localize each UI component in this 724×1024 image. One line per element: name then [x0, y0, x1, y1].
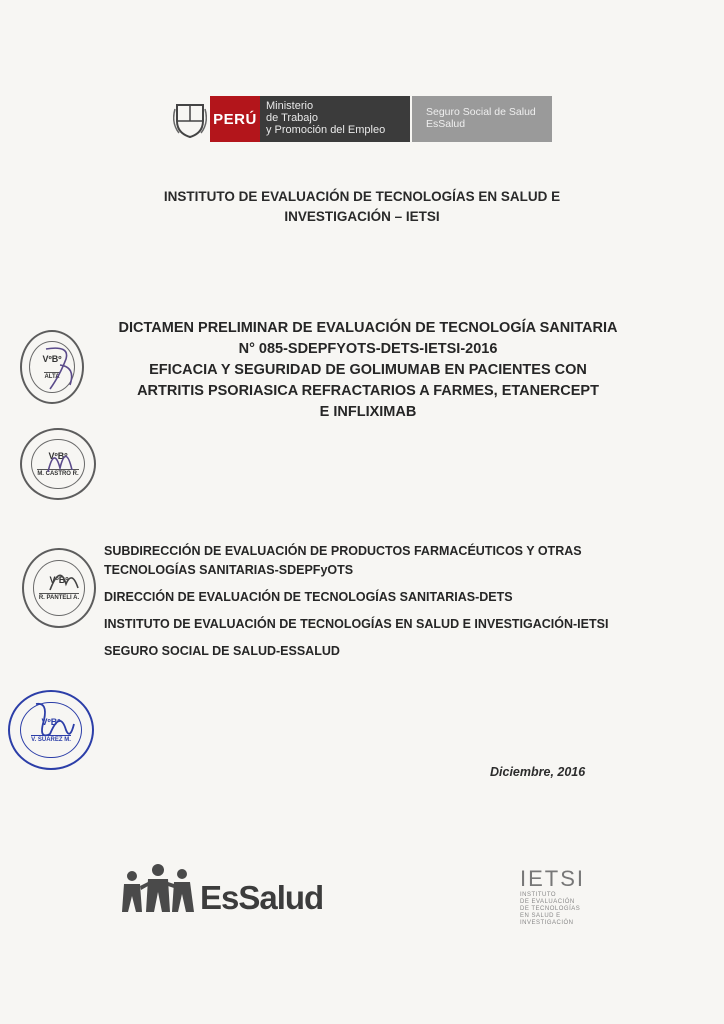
stamp-vb: VºBº: [42, 353, 62, 364]
ministry-label: [260, 96, 410, 142]
institute-title-line: INVESTIGACIÓN – IETSI: [284, 209, 440, 224]
seguro-line: EsSalud: [426, 118, 466, 130]
essalud-wordmark: EsSalud: [200, 879, 324, 916]
dictamen-title: [98, 318, 638, 423]
peru-label: PERÚ: [210, 96, 260, 142]
signature-mark: [40, 345, 84, 395]
stamp-vb: VºBº: [48, 450, 68, 461]
signature-mark: [40, 438, 80, 478]
family-icon: [120, 862, 198, 914]
authoring-unit: DIRECCIÓN DE EVALUACIÓN DE TECNOLOGÍAS SANITARIAS-DETS: [104, 590, 513, 604]
ietsi-subtitle-line: INSTITUTO: [520, 892, 557, 898]
authoring-unit: SEGURO SOCIAL DE SALUD-ESSALUD: [104, 644, 340, 658]
stamp-name: ALTA: [44, 373, 60, 380]
institute-title-line: INSTITUTO DE EVALUACIÓN DE TECNOLOGÍAS EN SALUD E: [163, 189, 561, 204]
coat-of-arms-icon: [170, 96, 210, 142]
authoring-unit: INSTITUTO DE EVALUACIÓN DE TECNOLOGÍAS EN SALUD E INVESTIGACIÓN-IETSI: [104, 617, 609, 631]
ietsi-logo: [520, 868, 585, 927]
ietsi-subtitle-line: EN SALUD E: [520, 913, 561, 919]
ministry-line: y Promoción del Empleo: [266, 124, 386, 136]
dictamen-line: EFICACIA Y SEGURIDAD DE GOLIMUMAB EN PACIENTES CON: [149, 362, 587, 378]
ietsi-subtitle: [520, 892, 585, 927]
ietsi-subtitle-line: INVESTIGACIÓN: [520, 920, 574, 926]
dictamen-line: E INFLIXIMAB: [319, 404, 417, 420]
dictamen-line: N° 085-SDEPFYOTS-DETS-IETSI-2016: [238, 341, 498, 357]
stamp-name: M. CASTRO R.: [37, 470, 79, 477]
ministry-line: de Trabajo: [266, 112, 318, 124]
signature-mark: [26, 700, 78, 748]
ietsi-wordmark: IETSI: [520, 866, 586, 891]
stamp-vb: VºBº: [49, 575, 69, 585]
authoring-units-list: [104, 542, 624, 669]
stamp-name: R. PANTELI A.: [38, 595, 80, 601]
essalud-logo: [120, 862, 323, 914]
ietsi-subtitle-line: DE TECNOLOGÍAS: [520, 906, 581, 912]
seguro-line: Seguro Social de Salud: [426, 106, 536, 118]
ietsi-subtitle-line: DE EVALUACIÓN: [520, 899, 575, 905]
stamp-vb: VºBº: [41, 717, 61, 727]
dictamen-line: ARTRITIS PSORIASICA REFRACTARIOS A FARMES, ETANERCEPT: [137, 383, 599, 399]
seguro-social-label: [412, 96, 552, 142]
institute-title: [0, 187, 724, 227]
government-header-banner: [170, 96, 552, 142]
signature-mark: [44, 560, 84, 600]
dictamen-line: DICTAMEN PRELIMINAR DE EVALUACIÓN DE TECNOLOGÍA SANITARIA: [118, 320, 618, 336]
ministry-line: Ministerio: [266, 100, 314, 112]
stamp-name: V. SUAREZ M.: [31, 737, 71, 743]
document-date: Diciembre, 2016: [490, 765, 586, 779]
authoring-unit: SUBDIRECCIÓN DE EVALUACIÓN DE PRODUCTOS FARMACÉUTICOS Y OTRAS TECNOLOGÍAS SANITARIAS-SDEPFyOTS: [104, 544, 582, 577]
